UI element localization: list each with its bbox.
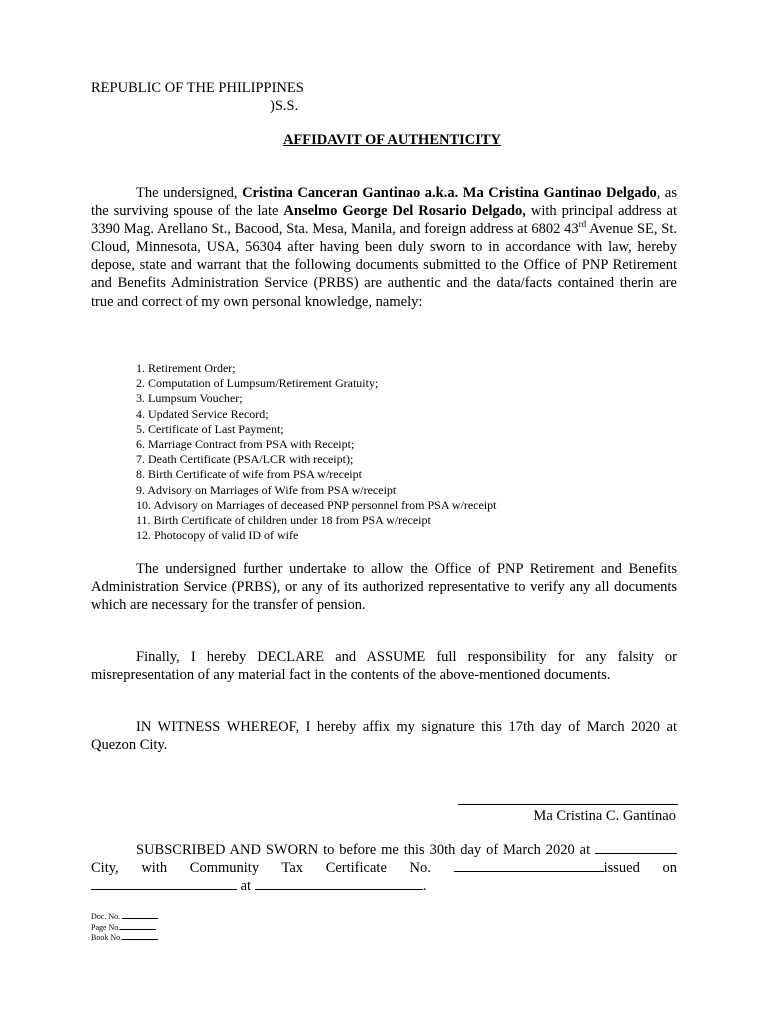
page-no-blank — [120, 923, 156, 930]
witness-paragraph: IN WITNESS WHEREOF, I hereby affix my signature this 17th day of March 2020 at Quezon City. — [91, 719, 677, 754]
list-item: 1. Retirement Order; — [136, 361, 236, 375]
page-no-label: Page No. — [91, 922, 121, 932]
list-item: 12. Photocopy of valid ID of wife — [136, 528, 299, 543]
notary-page-line — [91, 923, 158, 934]
list-item: 10. Advisory on Marriages of deceased PNP personnel from PSA w/receipt — [136, 497, 497, 512]
jurat-text-1: SUBSCRIBED AND SWORN to before me this 30th day of March 2020 at — [136, 842, 595, 858]
notary-doc-line — [91, 912, 158, 923]
book-no-label: Book No. — [91, 933, 123, 942]
list-item: 11. Birth Certificate of children under 18 from PSA w/receipt — [136, 513, 431, 528]
ss-venue: )S.S. — [270, 98, 299, 114]
book-no-blank — [122, 933, 158, 940]
list-item: 6. Marriage Contract from PSA with Receipt; — [136, 437, 355, 452]
intro-paragraph — [91, 184, 677, 311]
republic-header: REPUBLIC OF THE PHILIPPINES — [91, 80, 304, 96]
list-item: 8. Birth Certificate of wife from PSA w/receipt — [136, 467, 362, 482]
intro-text-3: with principal address at 3390 Mag. Arellano St., Bacood, Sta. Mesa, Manila, and foreign address at 6802 43 — [91, 203, 677, 238]
list-item: 4. Updated Service Record; — [136, 406, 269, 421]
city-blank — [595, 841, 677, 854]
declaration-paragraph: Finally, I hereby DECLARE and ASSUME full responsibility for any falsity or misrepresentation of any material fact in the contents of the above-mentioned documents. — [91, 649, 677, 684]
list-item: 5. Certificate of Last Payment; — [136, 421, 284, 436]
notary-register — [91, 912, 158, 944]
intro-text-2: , as the surviving spouse of the late — [91, 185, 677, 220]
jurat-text-5: . — [422, 878, 427, 895]
issue-place-blank — [255, 877, 423, 890]
list-item: 9. Advisory on Marriages of Wife from PSA w/receipt — [136, 482, 397, 497]
list-item: 3. Lumpsum Voucher; — [136, 391, 243, 406]
document-title: AFFIDAVIT OF AUTHENTICITY — [282, 132, 502, 148]
signature-line — [458, 804, 678, 805]
ordinal-suffix: rd — [578, 219, 587, 230]
jurat-text-4: at — [237, 878, 255, 895]
doc-no-label: Doc. No. — [91, 912, 121, 921]
intro-text-4: Avenue SE, St. Cloud, Minnesota, USA, 56304 after having been duly sworn to in accordance with law, hereby depose, state and warrant that the following documents submitted to the Office of PNP Retirement and Benefits Administration Service (PRBS) are authentic and the data/facts contained therin are true and correct of my own personal knowledge, namely: — [91, 221, 677, 310]
intro-text-1: The undersigned, — [136, 185, 243, 201]
doc-no-blank — [122, 912, 158, 919]
ctc-number-blank — [454, 859, 604, 872]
list-item: 7. Death Certificate (PSA/LCR with receipt); — [136, 452, 354, 467]
jurat-text-2: City, with Community Tax Certificate No. — [91, 860, 454, 877]
jurat-paragraph — [91, 841, 677, 895]
affiant-name: Cristina Canceran Gantinao a.k.a. Ma Cristina Gantinao Delgado — [242, 185, 657, 201]
list-item: 2. Computation of Lumpsum/Retirement Gratuity; — [136, 376, 379, 391]
jurat-text-3: issued on — [603, 860, 678, 877]
issue-date-blank — [91, 877, 237, 890]
deceased-name: Anselmo George Del Rosario Delgado, — [283, 203, 526, 220]
document-list — [136, 361, 497, 543]
notary-book-line — [91, 933, 158, 944]
undertaking-paragraph: The undersigned further undertake to allow the Office of PNP Retirement and Benefits Administration Service (PRBS), or any of its authorized representative to verify any all documents which are necessary for the transfer of pension. — [91, 561, 677, 614]
signatory-name: Ma Cristina C. Gantinao — [533, 808, 676, 824]
